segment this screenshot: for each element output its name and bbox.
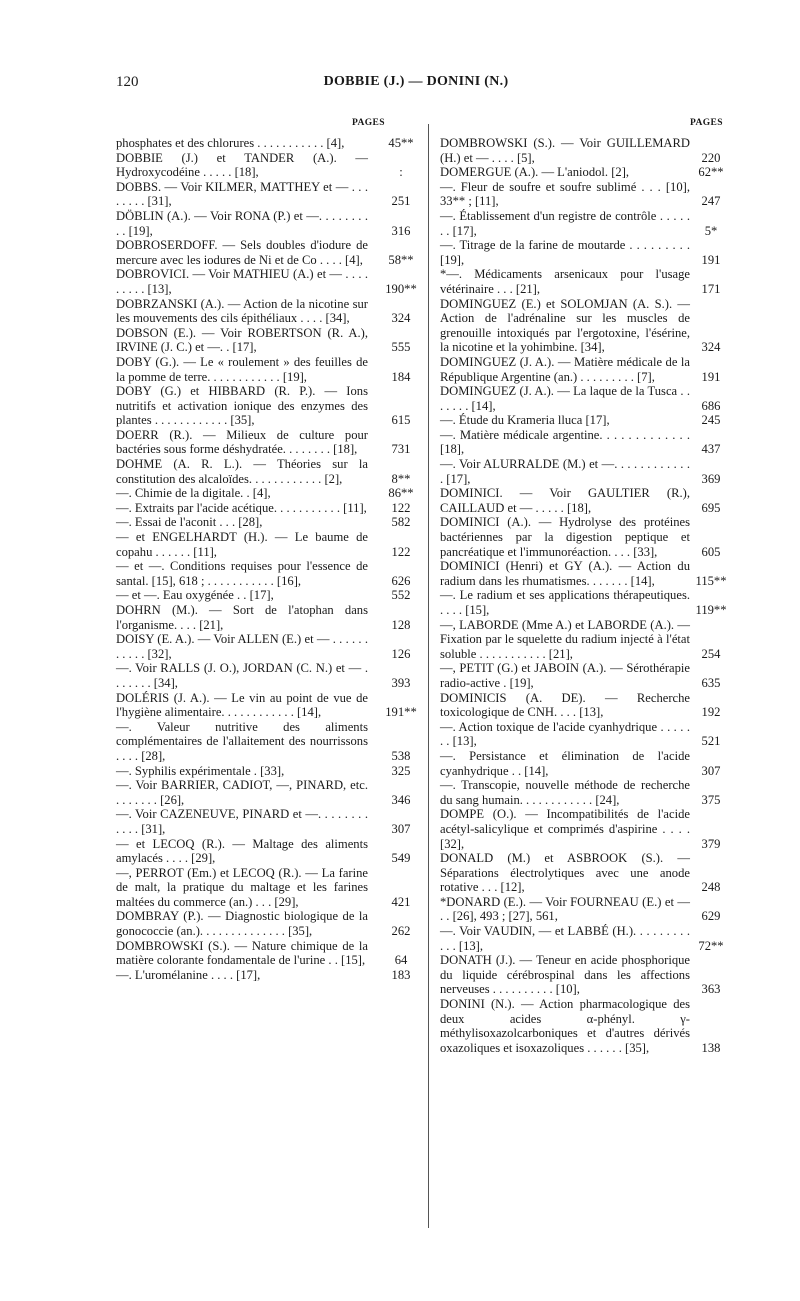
entry-page: 192 bbox=[701, 705, 721, 720]
entry-text: DOBRZANSKI (A.). — Action de la nicotine sur les mouvements des cils épithéliaux . . . . [34], bbox=[116, 296, 368, 326]
page-header bbox=[116, 74, 716, 98]
index-entry bbox=[440, 180, 736, 209]
index-entry bbox=[440, 428, 736, 457]
entry-page: 307 bbox=[391, 821, 411, 836]
index-entry bbox=[440, 618, 736, 662]
entry-text: phosphates et des chlorures . . . . . . . . . . . [4], bbox=[116, 136, 345, 150]
entry-text: —. Titrage de la farine de moutarde . . . . . . . . . [19], bbox=[440, 238, 690, 267]
entry-page: 695 bbox=[701, 500, 721, 515]
entry-text: DOMPE (O.). — Incompatibilités de l'acide acétyl-salicylique et comprimés d'aspirine . . . . [32], bbox=[440, 807, 690, 851]
entry-text: —. Voir VAUDIN, — et LABBÉ (H.). . . . . . . . . . . . [13], bbox=[440, 924, 690, 953]
entry-page: 128 bbox=[391, 617, 411, 632]
entry-text: — et LECOQ (R.). — Maltage des aliments amylacés . . . . [29], bbox=[116, 836, 368, 866]
entry-text: —, LABORDE (Mme A.) et LABORDE (A.). — Fixation par le squelette du radium injecté à l'état soluble . . . . . . . . . . . [21], bbox=[440, 617, 690, 661]
entry-text: DOMERGUE (A.). — L'aniodol. [2], bbox=[440, 165, 630, 180]
entry-page: 346 bbox=[391, 792, 411, 807]
entry-page: 72** bbox=[698, 938, 724, 953]
index-entry bbox=[116, 136, 426, 151]
entry-text: —, PETIT (G.) et JABOIN (A.). — Sérothérapie radio-active . [19], bbox=[440, 661, 690, 690]
entry-page: 86** bbox=[388, 486, 414, 501]
entry-text: DOBROVICI. — Voir MATHIEU (A.) et — . . . . . . . . . [13], bbox=[116, 267, 368, 296]
entry-text: DOMINICI (Henri) et GY (A.). — Action du radium dans les rhumatismes. . . . . . . [14], bbox=[440, 559, 690, 588]
index-entry bbox=[440, 515, 736, 559]
entry-text: —. Chimie de la digitale. . [4], bbox=[116, 486, 271, 501]
entry-page: 324 bbox=[701, 340, 721, 355]
entry-text: DONALD (M.) et ASBROOK (S.). — Séparations électrolytiques avec une anode rotative . . . [12], bbox=[440, 851, 690, 895]
entry-page: : bbox=[399, 165, 403, 180]
entry-text: DOBROSERDOFF. — Sels doubles d'iodure de mercure avec les iodures de Ni et de Co . . . . [4], bbox=[116, 238, 368, 267]
entry-text: DOMBRAY (P.). — Diagnostic biologique de la gonococcie (an.). . . . . . . . . . . . . . [35], bbox=[116, 909, 368, 939]
index-entry bbox=[116, 238, 426, 267]
entry-text: — et —. Conditions requises pour l'essence de santal. [15], 618 ; . . . . . . . . . . . [16], bbox=[116, 559, 368, 588]
entry-text: DOMBROWSKI (S.). — Nature chimique de la matière colorante fondamentale de l'urine . . [15], bbox=[116, 938, 368, 968]
entry-page: 138 bbox=[701, 1040, 721, 1055]
entry-text: DONINI (N.). — Action pharmacologique des deux acides α-phényl. γ-méthylisoxazolcarboniques et d'autres dérivés oxazoliques et isoxazoliques . . . . . . [35], bbox=[440, 997, 690, 1055]
entry-page: 190** bbox=[385, 281, 417, 296]
entry-text: —. Voir RALLS (J. O.), JORDAN (C. N.) et — . . . . . . . [34], bbox=[116, 661, 368, 690]
entry-page: 393 bbox=[391, 675, 411, 690]
index-entry bbox=[116, 968, 426, 983]
entry-page: 262 bbox=[391, 924, 411, 939]
index-entry bbox=[440, 953, 736, 997]
entry-page: 183 bbox=[391, 967, 411, 982]
entry-text: DÖBLIN (A.). — Voir RONA (P.) et —. . . . . . . . . . [19], bbox=[116, 208, 368, 238]
entry-page: 629 bbox=[701, 909, 721, 924]
entry-page: 582 bbox=[391, 515, 411, 530]
index-entry bbox=[116, 603, 426, 632]
entry-text: DOLÉRIS (J. A.). — Le vin au point de vue de l'hygiène alimentaire. . . . . . . . . . . . [14], bbox=[116, 690, 368, 720]
entry-page: 62** bbox=[698, 165, 724, 180]
index-entry bbox=[440, 165, 736, 180]
index-entry bbox=[440, 851, 736, 895]
entry-text: DOMINGUEZ (J. A.). — La laque de la Tusca . . . . . . . [14], bbox=[440, 384, 690, 413]
entry-page: 247 bbox=[701, 194, 721, 209]
index-entry bbox=[116, 297, 426, 326]
entry-page: 324 bbox=[391, 311, 411, 326]
index-entry bbox=[116, 151, 426, 180]
entry-page: 184 bbox=[391, 369, 411, 384]
left-column bbox=[116, 136, 426, 982]
index-entry bbox=[116, 209, 426, 238]
index-entry bbox=[116, 515, 426, 530]
running-head: DOBBIE (J.) — DONINI (N.) bbox=[323, 74, 509, 89]
entry-page: 421 bbox=[391, 894, 411, 909]
entry-text: —. Syphilis expérimentale . [33], bbox=[116, 763, 285, 778]
entry-page: 375 bbox=[701, 792, 721, 807]
entry-text: —. Établissement d'un registre de contrôle . . . . . . . [17], bbox=[440, 208, 690, 238]
entry-page: 626 bbox=[391, 573, 411, 588]
entry-page: 552 bbox=[391, 588, 411, 603]
pages-label-left: PAGES bbox=[352, 118, 385, 128]
index-entry bbox=[116, 428, 426, 457]
index-entry bbox=[116, 691, 426, 720]
entry-text: —. Fleur de soufre et soufre sublimé . . . [10], 33** ; [11], bbox=[440, 179, 690, 209]
entry-page: 245 bbox=[701, 413, 721, 428]
entry-page: 191** bbox=[385, 705, 417, 720]
index-entry bbox=[440, 720, 736, 749]
index-entry bbox=[440, 267, 736, 296]
entry-page: 379 bbox=[701, 836, 721, 851]
entry-text: DOBBS. — Voir KILMER, MATTHEY et — . . . . . . . . [31], bbox=[116, 179, 368, 209]
entry-page: 191 bbox=[701, 369, 721, 384]
entry-text: DOHRN (M.). — Sort de l'atophan dans l'organisme. . . . [21], bbox=[116, 603, 368, 632]
entry-text: *DONARD (E.). — Voir FOURNEAU (E.) et — . . [26], 493 ; [27], 561, bbox=[440, 894, 690, 924]
entry-text: *—. Médicaments arsenicaux pour l'usage vétérinaire . . . [21], bbox=[440, 267, 690, 296]
index-entry bbox=[440, 807, 736, 851]
entry-page: 538 bbox=[391, 748, 411, 763]
entry-page: 731 bbox=[391, 442, 411, 457]
index-entry bbox=[116, 457, 426, 486]
entry-page: 122 bbox=[391, 544, 411, 559]
index-entry bbox=[440, 661, 736, 690]
index-entry bbox=[116, 267, 426, 296]
entry-text: — et ENGELHARDT (H.). — Le baume de copahu . . . . . . [11], bbox=[116, 530, 368, 559]
index-entry bbox=[440, 486, 736, 515]
index-entry bbox=[116, 384, 426, 428]
pages-label-right: PAGES bbox=[690, 118, 723, 128]
entry-page: 122 bbox=[391, 500, 411, 515]
entry-text: —. Essai de l'aconit . . . [28], bbox=[116, 515, 263, 530]
entry-text: —. Voir CAZENEUVE, PINARD et —. . . . . . . . . . . . [31], bbox=[116, 807, 368, 836]
entry-page: 115** bbox=[695, 573, 727, 588]
entry-text: —, PERROT (Em.) et LECOQ (R.). — La farine de malt, la pratique du maltage et les farines maltées du commerce (an.) . . . [29], bbox=[116, 865, 368, 909]
entry-page: 119** bbox=[695, 603, 727, 617]
entry-page: 126 bbox=[391, 646, 411, 661]
entry-page: 686 bbox=[701, 398, 721, 413]
index-entry bbox=[440, 297, 736, 355]
entry-page: 5* bbox=[704, 223, 718, 238]
index-entry bbox=[116, 764, 426, 779]
entry-page: 191 bbox=[701, 252, 721, 267]
entry-page: 363 bbox=[701, 982, 721, 997]
index-entry bbox=[116, 326, 426, 355]
index-entry bbox=[440, 997, 736, 1055]
entry-text: DOMINICI. — Voir GAULTIER (R.), CAILLAUD et — . . . . . [18], bbox=[440, 486, 690, 515]
index-entry bbox=[440, 691, 736, 720]
index-entry bbox=[116, 866, 426, 910]
index-entry bbox=[116, 778, 426, 807]
entry-text: —. Voir ALURRALDE (M.) et —. . . . . . . . . . . . . [17], bbox=[440, 457, 690, 486]
index-entry bbox=[440, 749, 736, 778]
entry-text: DOBY (G.). — Le « roulement » des feuilles de la pomme de terre. . . . . . . . . . . . [19], bbox=[116, 354, 368, 384]
index-entry bbox=[116, 588, 426, 603]
right-column bbox=[440, 136, 736, 1055]
entry-text: DOMINICIS (A. DE). — Recherche toxicologique de CNH. . . . [13], bbox=[440, 690, 690, 720]
index-entry bbox=[440, 895, 736, 924]
entry-page: 549 bbox=[391, 851, 411, 866]
entry-text: —. Action toxique de l'acide cyanhydrique . . . . . . . [13], bbox=[440, 719, 690, 749]
entry-page: 64 bbox=[394, 953, 408, 968]
entry-text: DOBSON (E.). — Voir ROBERTSON (R. A.), IRVINE (J. C.) et —. . [17], bbox=[116, 325, 368, 355]
entry-text: —. Le radium et ses applications thérapeutiques. . . . . [15], bbox=[440, 588, 690, 617]
entry-page: 58** bbox=[388, 252, 414, 267]
index-entry bbox=[440, 778, 736, 807]
entry-text: —. Matière médicale argentine. . . . . . . . . . . . . [18], bbox=[440, 427, 690, 457]
index-entry bbox=[440, 559, 736, 588]
index-entry bbox=[440, 588, 736, 617]
index-entry bbox=[116, 837, 426, 866]
entry-page: 369 bbox=[701, 471, 721, 486]
entry-text: —. Voir BARRIER, CADIOT, —, PINARD, etc. . . . . . . . [26], bbox=[116, 778, 368, 807]
entry-text: — et —. Eau oxygénée . . [17], bbox=[116, 588, 274, 603]
entry-text: —. Extraits par l'acide acétique. . . . . . . . . . . [11], bbox=[116, 500, 367, 515]
entry-text: DOMBROWSKI (S.). — Voir GUILLEMARD (H.) et — . . . . [5], bbox=[440, 136, 690, 165]
entry-page: 316 bbox=[391, 223, 411, 238]
entry-page: 171 bbox=[701, 281, 721, 296]
entry-page: 254 bbox=[701, 646, 721, 661]
index-entry bbox=[440, 384, 736, 413]
entry-text: —. Transcopie, nouvelle méthode de recherche du sang humain. . . . . . . . . . . . [24], bbox=[440, 778, 690, 807]
index-entry bbox=[440, 413, 736, 428]
entry-page: 635 bbox=[701, 675, 721, 690]
index-entry bbox=[116, 720, 426, 764]
index-entry bbox=[116, 355, 426, 384]
index-entry bbox=[440, 136, 736, 165]
entry-page: 248 bbox=[701, 880, 721, 895]
entry-text: —. Valeur nutritive des aliments complémentaires de l'allaitement des nourrissons . . . . [28], bbox=[116, 719, 368, 763]
index-entry bbox=[440, 924, 736, 953]
index-entry bbox=[440, 457, 736, 486]
entry-page: 45** bbox=[388, 136, 414, 150]
page-number: 120 bbox=[116, 74, 139, 90]
entry-text: DOBBIE (J.) et TANDER (A.). — Hydroxycodéine . . . . . [18], bbox=[116, 150, 368, 180]
entry-page: 555 bbox=[391, 340, 411, 355]
entry-text: DONATH (J.). — Teneur en acide phosphorique du liquide cérébrospinal dans les affections nerveuses . . . . . . . . . . [10], bbox=[440, 953, 690, 997]
entry-page: 220 bbox=[701, 150, 721, 165]
entry-page: 605 bbox=[701, 544, 721, 559]
entry-text: DOERR (R.). — Milieux de culture pour bactéries sous forme déshydratée. . . . . . . . [18], bbox=[116, 427, 368, 457]
index-entry bbox=[116, 661, 426, 690]
index-entry bbox=[116, 909, 426, 938]
index-entry bbox=[116, 530, 426, 559]
entry-page: 251 bbox=[391, 194, 411, 209]
entry-text: DOMINICI (A.). — Hydrolyse des protéines bactériennes par la digestion peptique et pancréatique et l'immunoréaction. . . . [33], bbox=[440, 515, 690, 559]
column-divider bbox=[428, 124, 429, 1228]
index-entry bbox=[116, 486, 426, 501]
entry-text: —. L'uromélanine . . . . [17], bbox=[116, 967, 261, 982]
entry-page: 8** bbox=[391, 471, 411, 486]
index-entry bbox=[116, 939, 426, 968]
entry-text: —. Persistance et élimination de l'acide cyanhydrique . . [14], bbox=[440, 748, 690, 778]
index-entry bbox=[116, 559, 426, 588]
index-entry bbox=[440, 209, 736, 238]
entry-page: 437 bbox=[701, 442, 721, 457]
index-entry bbox=[116, 501, 426, 516]
entry-page: 521 bbox=[701, 734, 721, 749]
entry-page: 325 bbox=[391, 763, 411, 778]
entry-page: 307 bbox=[701, 763, 721, 778]
index-entry bbox=[440, 238, 736, 267]
index-entry bbox=[116, 807, 426, 836]
entry-text: DOMINGUEZ (J. A.). — Matière médicale de la République Argentine (an.) . . . . . . . . . [7], bbox=[440, 354, 690, 384]
entry-text: —. Étude du Krameria lluca [17], bbox=[440, 413, 610, 428]
entry-page: 615 bbox=[391, 413, 411, 428]
entry-text: DOMINGUEZ (E.) et SOLOMJAN (A. S.). — Action de l'adrénaline sur les muscles de grenouille intoxiqués par l'ergotoxine, l'ésérine, la nicotine et la yohimbine. [34], bbox=[440, 296, 690, 355]
entry-text: DOISY (E. A.). — Voir ALLEN (E.) et — . . . . . . . . . . . [32], bbox=[116, 632, 368, 661]
entry-text: DOHME (A. R. L.). — Théories sur la constitution des alcaloïdes. . . . . . . . . . . . [2], bbox=[116, 457, 368, 486]
index-entry bbox=[440, 355, 736, 384]
index-entry bbox=[116, 632, 426, 661]
index-entry bbox=[116, 180, 426, 209]
entry-text: DOBY (G.) et HIBBARD (R. P.). — Ions nutritifs et activation ionique des enzymes des plantes . . . . . . . . . . . . [35], bbox=[116, 384, 368, 428]
